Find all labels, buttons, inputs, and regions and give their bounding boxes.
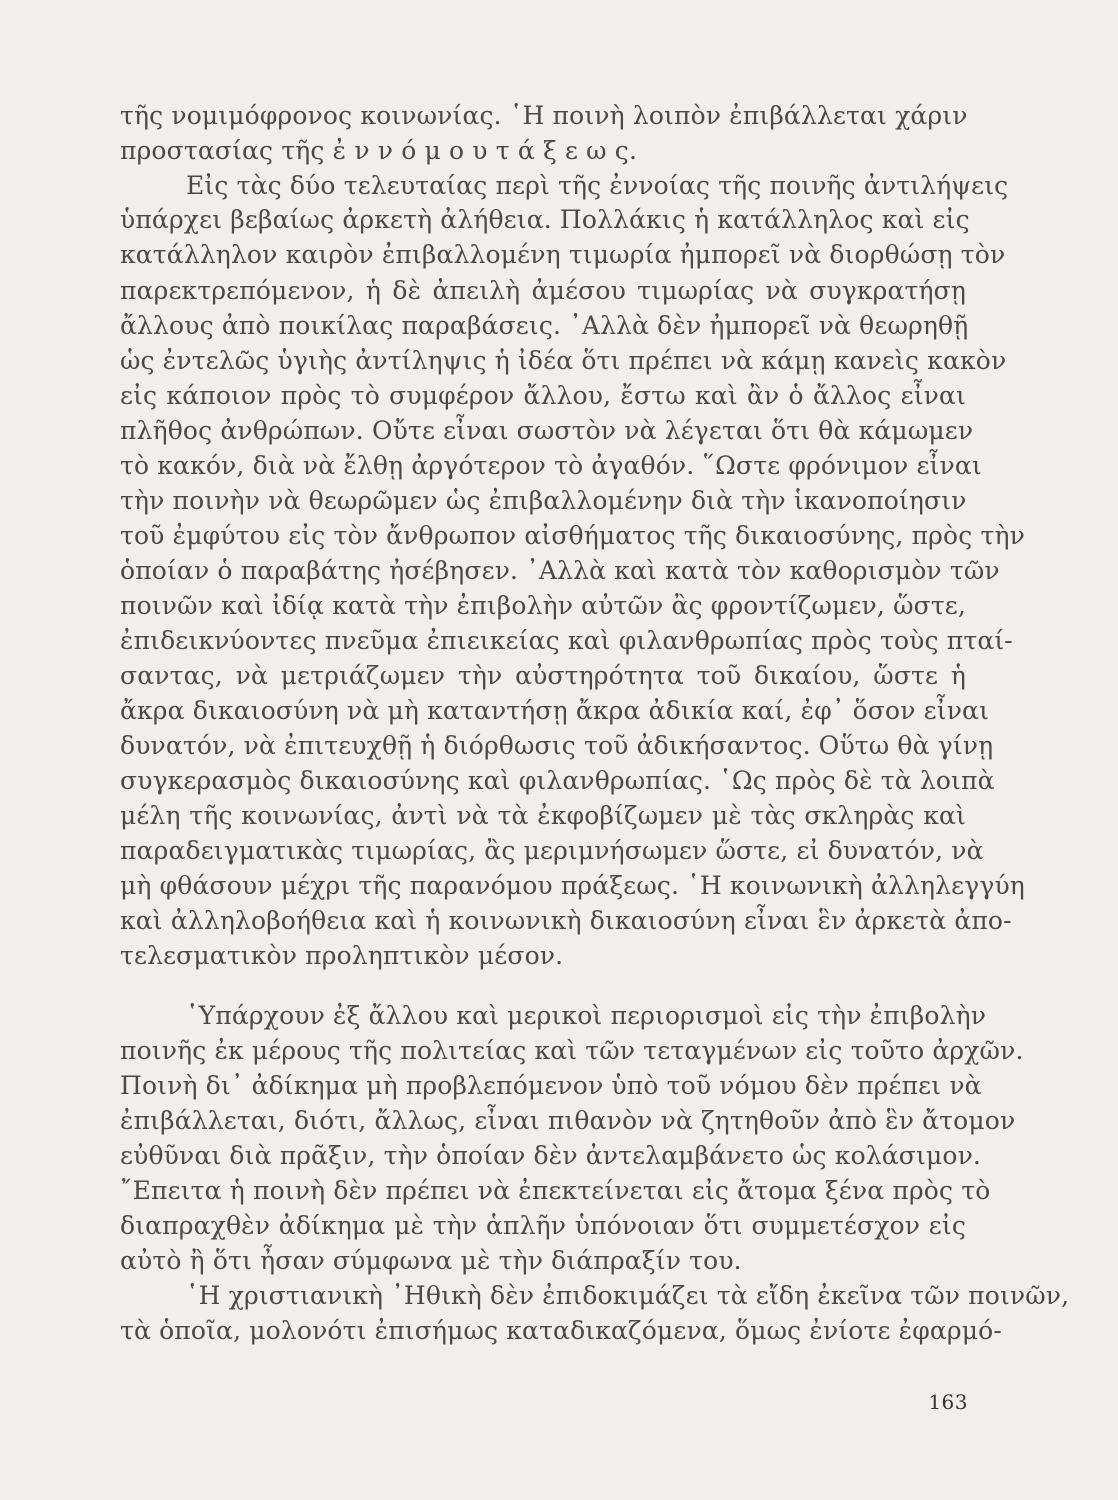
text-line: εἰς κάποιον πρὸς τὸ συμφέρον ἄλλου, ἔστω καὶ ἂν ὁ ἄλλος εἶναι [120, 381, 966, 410]
text-line: τὸ κακόν, διὰ νὰ ἔλθῃ ἀργότερον τὸ ἀγαθόν. ῞Ωστε φρόνιμον εἶναι [120, 451, 982, 480]
text-line: τελεσματικὸν προληπτικὸν μέσον. [120, 941, 564, 970]
text-line: πλῆθος ἀνθρώπων. Οὔτε εἶναι σωστὸν νὰ λέγεται ὅτι θὰ κάμωμεν [120, 416, 974, 445]
text-line: δυνατόν, νὰ ἐπιτευχθῇ ἡ διόρθωσις τοῦ ἀδικήσαντος. Οὕτω θὰ γίνῃ [120, 731, 994, 760]
text-line: μέλη τῆς κοινωνίας, ἀντὶ νὰ τὰ ἐκφοβίζωμεν μὲ τὰς σκληρὰς καὶ [120, 801, 966, 830]
text-line: κατάλληλον καιρὸν ἐπιβαλλομένη τιμωρία ἠμπορεῖ νὰ διορθώσῃ τὸν [120, 240, 1006, 269]
text-line: διαπραχθὲν ἀδίκημα μὲ τὴν ἁπλῆν ὑπόνοιαν ὅτι συμμετέσχον εἰς [120, 1211, 966, 1240]
text-line: ὡς ἐντελῶς ὑγιὴς ἀντίληψις ἡ ἰδέα ὅτι πρέπει νὰ κάμῃ κανεὶς κακὸν [120, 346, 1007, 375]
text-line: ἐπιβάλλεται, διότι, ἄλλως, εἶναι πιθανὸν νὰ ζητηθοῦν ἀπὸ ἓν ἄτομον [120, 1106, 1016, 1135]
text-line: παρεκτρεπόμενον, ἡ δὲ ἀπειλὴ ἀμέσου τιμωρίας νὰ συγκρατήσῃ [120, 276, 966, 305]
text-line: συγκερασμὸς δικαιοσύνης καὶ φιλανθρωπίας. ῾Ως πρὸς δὲ τὰ λοιπὰ [120, 766, 995, 795]
text-line: Ποινὴ δι᾿ ἀδίκημα μὴ προβλεπόμενον ὑπὸ τοῦ νόμου δὲν πρέπει νὰ [120, 1071, 982, 1100]
text-line: ὑπάρχει βεβαίως ἀρκετὴ ἀλήθεια. Πολλάκις ἡ κατάλληλος καὶ εἰς [120, 205, 970, 234]
page-number: 163 [928, 1390, 968, 1414]
text-line: ποινῶν καὶ ἰδίᾳ κατὰ τὴν ἐπιβολὴν αὐτῶν ἂς φροντίζωμεν, ὥστε, [120, 591, 966, 620]
text-line: ῾Υπάρχουν ἐξ ἄλλου καὶ μερικοὶ περιορισμοὶ εἰς τὴν ἐπιβολὴν [186, 1001, 987, 1030]
text-line: ἐπιδεικνύοντες πνεῦμα ἐπιεικείας καὶ φιλανθρωπίας πρὸς τοὺς πταί- [120, 626, 1013, 655]
text-line: ῎Επειτα ἡ ποινὴ δὲν πρέπει νὰ ἐπεκτείνεται εἰς ἄτομα ξένα πρὸς τὸ [120, 1176, 991, 1205]
text-line: Εἰς τὰς δύο τελευταίας περὶ τῆς ἐννοίας τῆς ποινῆς ἀντιλήψεις [186, 171, 1009, 200]
text-line: τὰ ὁποῖα, μολονότι ἐπισήμως καταδικαζόμενα, ὅμως ἐνίοτε ἐφαρμό- [120, 1316, 1002, 1345]
text-line: τὴν ποινὴν νὰ θεωρῶμεν ὡς ἐπιβαλλομένην διὰ τὴν ἱκανοποίησιν [120, 486, 967, 515]
text-line: σαντας, νὰ μετριάζωμεν τὴν αὐστηρότητα τοῦ δικαίου, ὥστε ἡ [120, 661, 966, 690]
text-line: εὐθῦναι διὰ πρᾶξιν, τὴν ὁποίαν δὲν ἀντελαμβάνετο ὡς κολάσιμον. [120, 1141, 982, 1170]
text-line: προστασίας τῆς ἐ ν ν ό μ ο υ τ ά ξ ε ω ς. [120, 136, 638, 165]
text-line: ῾Η χριστιανικὴ ᾿Ηθικὴ δὲν ἐπιδοκιμάζει τὰ εἴδη ἐκεῖνα τῶν ποινῶν, [186, 1281, 1070, 1310]
text-line: τοῦ ἐμφύτου εἰς τὸν ἄνθρωπον αἰσθήματος τῆς δικαιοσύνης, πρὸς τὴν [120, 521, 1025, 550]
text-line: μὴ φθάσουν μέχρι τῆς παρανόμου πράξεως. ῾Η κοινωνικὴ ἀλληλεγγύη [120, 871, 1025, 900]
text-line: καὶ ἀλληλοβοήθεια καὶ ἡ κοινωνικὴ δικαιοσύνη εἶναι ἓν ἀρκετὰ ἀπο- [120, 906, 1012, 935]
text-line: ποινῆς ἐκ μέρους τῆς πολιτείας καὶ τῶν τεταγμένων εἰς τοῦτο ἀρχῶν. [120, 1036, 1024, 1065]
text-line: ἄλλους ἀπὸ ποικίλας παραβάσεις. ᾿Αλλὰ δὲν ἠμπορεῖ νὰ θεωρηθῇ [120, 311, 969, 340]
text-line: παραδειγματικὰς τιμωρίας, ἂς μεριμνήσωμεν ὥστε, εἰ δυνατόν, νὰ [120, 836, 984, 865]
text-line: αὐτὸ ἢ ὅτι ἦσαν σύμφωνα μὲ τὴν διάπραξίν του. [120, 1246, 742, 1275]
text-line: τῆς νομιμόφρονος κοινωνίας. ῾Η ποινὴ λοιπὸν ἐπιβάλλεται χάριν [120, 101, 968, 130]
text-line: ἄκρα δικαιοσύνη νὰ μὴ καταντήσῃ ἄκρα ἀδικία καί, ἐφ᾿ ὅσον εἶναι [120, 696, 990, 725]
text-line: ὁποίαν ὁ παραβάτης ἠσέβησεν. ᾿Αλλὰ καὶ κατὰ τὸν καθορισμὸν τῶν [120, 556, 1000, 585]
